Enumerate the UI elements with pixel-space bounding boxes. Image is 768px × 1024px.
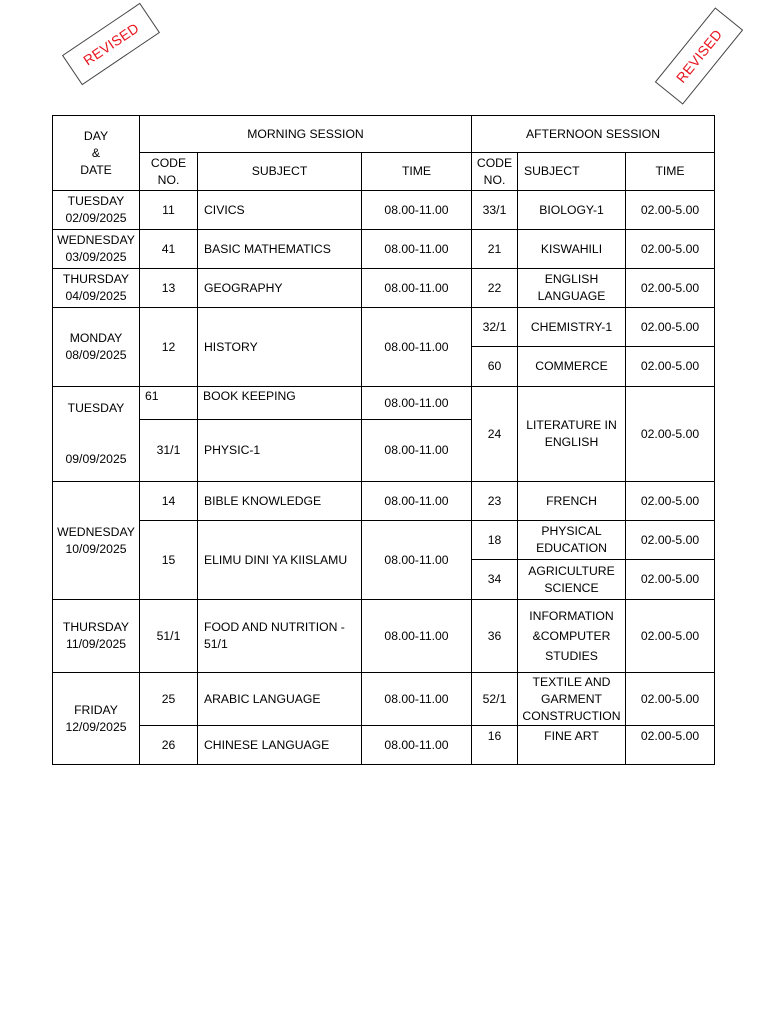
day-date-cell: THURSDAY 11/09/2025 (53, 600, 140, 673)
afternoon-subject-cell: PHYSICAL EDUCATION (518, 521, 626, 560)
afternoon-code-cell: 34 (472, 560, 518, 600)
afternoon-time-cell: 02.00-5.00 (626, 347, 715, 387)
morning-code-cell: 61 (140, 387, 198, 420)
morning-subject-header: SUBJECT (198, 153, 362, 191)
day-date-cell: FRIDAY 12/09/2025 (53, 673, 140, 765)
afternoon-code-cell: 24 (472, 387, 518, 482)
table-row (53, 308, 715, 347)
afternoon-time-cell: 02.00-5.00 (626, 482, 715, 521)
afternoon-code-cell: 60 (472, 347, 518, 387)
day-date-cell: TUESDAY 02/09/2025 (53, 191, 140, 230)
day-date-cell: TUESDAY 09/09/2025 (53, 387, 140, 482)
morning-subject-cell: HISTORY (198, 308, 362, 387)
morning-time-cell: 08.00-11.00 (362, 521, 472, 600)
afternoon-code-cell: 22 (472, 269, 518, 308)
afternoon-subject-cell: INFORMATION &COMPUTER STUDIES (518, 600, 626, 673)
afternoon-time-cell: 02.00-5.00 (626, 726, 715, 765)
afternoon-subject-cell: FRENCH (518, 482, 626, 521)
morning-code-cell: 25 (140, 673, 198, 726)
morning-code-cell: 31/1 (140, 420, 198, 482)
afternoon-code-cell: 36 (472, 600, 518, 673)
table-row (53, 482, 715, 521)
afternoon-time-cell: 02.00-5.00 (626, 308, 715, 347)
morning-subject-cell: PHYSIC-1 (198, 420, 362, 482)
day-date-cell: WEDNESDAY 03/09/2025 (53, 230, 140, 269)
morning-subject-cell: GEOGRAPHY (198, 269, 362, 308)
morning-time-cell: 08.00-11.00 (362, 420, 472, 482)
day-date-cell: MONDAY 08/09/2025 (53, 308, 140, 387)
afternoon-time-cell: 02.00-5.00 (626, 560, 715, 600)
table-row (53, 673, 715, 726)
morning-code-cell: 41 (140, 230, 198, 269)
day-date-cell: THURSDAY 04/09/2025 (53, 269, 140, 308)
afternoon-session-header: AFTERNOON SESSION (472, 116, 715, 153)
afternoon-time-cell: 02.00-5.00 (626, 387, 715, 482)
afternoon-subject-cell: COMMERCE (518, 347, 626, 387)
morning-subject-cell: BASIC MATHEMATICS (198, 230, 362, 269)
afternoon-subject-cell: ENGLISH LANGUAGE (518, 269, 626, 308)
afternoon-time-header: TIME (626, 153, 715, 191)
morning-code-cell: 15 (140, 521, 198, 600)
afternoon-subject-cell: KISWAHILI (518, 230, 626, 269)
morning-subject-cell: BOOK KEEPING (198, 387, 362, 420)
morning-time-cell: 08.00-11.00 (362, 600, 472, 673)
afternoon-time-cell: 02.00-5.00 (626, 230, 715, 269)
revised-stamp-right: REVISED (655, 7, 743, 104)
revised-stamp-left: REVISED (62, 3, 160, 85)
morning-code-cell: 11 (140, 191, 198, 230)
afternoon-code-cell: 32/1 (472, 308, 518, 347)
table-row (53, 269, 715, 308)
afternoon-time-cell: 02.00-5.00 (626, 191, 715, 230)
table-row (53, 387, 715, 420)
day-date-header: DAY & DATE (53, 116, 140, 191)
afternoon-subject-cell: AGRICULTURE SCIENCE (518, 560, 626, 600)
morning-time-cell: 08.00-11.00 (362, 191, 472, 230)
table-row (53, 521, 715, 560)
morning-subject-cell: CHINESE LANGUAGE (198, 726, 362, 765)
morning-subject-cell: FOOD AND NUTRITION - 51/1 (198, 600, 362, 673)
afternoon-subject-cell: BIOLOGY-1 (518, 191, 626, 230)
exam-timetable (52, 115, 715, 765)
table-row (53, 600, 715, 673)
morning-time-cell: 08.00-11.00 (362, 230, 472, 269)
morning-code-cell: 14 (140, 482, 198, 521)
morning-time-cell: 08.00-11.00 (362, 387, 472, 420)
table-row (53, 191, 715, 230)
morning-subject-cell: BIBLE KNOWLEDGE (198, 482, 362, 521)
morning-code-cell: 26 (140, 726, 198, 765)
morning-code-cell: 51/1 (140, 600, 198, 673)
morning-session-header: MORNING SESSION (140, 116, 472, 153)
afternoon-code-cell: 21 (472, 230, 518, 269)
afternoon-code-header: CODE NO. (472, 153, 518, 191)
morning-code-cell: 12 (140, 308, 198, 387)
morning-time-cell: 08.00-11.00 (362, 726, 472, 765)
header-row-1 (53, 116, 715, 153)
morning-code-cell: 13 (140, 269, 198, 308)
afternoon-subject-cell: FINE ART (518, 726, 626, 765)
afternoon-subject-cell: TEXTILE AND GARMENT CONSTRUCTION (518, 673, 626, 726)
afternoon-code-cell: 23 (472, 482, 518, 521)
morning-time-cell: 08.00-11.00 (362, 482, 472, 521)
morning-code-header: CODE NO. (140, 153, 198, 191)
afternoon-code-cell: 16 (472, 726, 518, 765)
afternoon-time-cell: 02.00-5.00 (626, 673, 715, 726)
morning-time-cell: 08.00-11.00 (362, 673, 472, 726)
morning-subject-cell: CIVICS (198, 191, 362, 230)
morning-subject-cell: ELIMU DINI YA KIISLAMU (198, 521, 362, 600)
afternoon-subject-header: SUBJECT (518, 153, 626, 191)
morning-time-cell: 08.00-11.00 (362, 308, 472, 387)
morning-time-cell: 08.00-11.00 (362, 269, 472, 308)
afternoon-code-cell: 52/1 (472, 673, 518, 726)
afternoon-subject-cell: LITERATURE IN ENGLISH (518, 387, 626, 482)
day-date-cell: WEDNESDAY 10/09/2025 (53, 482, 140, 600)
afternoon-code-cell: 18 (472, 521, 518, 560)
afternoon-time-cell: 02.00-5.00 (626, 600, 715, 673)
table-row (53, 726, 715, 765)
header-row-2 (53, 153, 715, 191)
afternoon-time-cell: 02.00-5.00 (626, 521, 715, 560)
morning-time-header: TIME (362, 153, 472, 191)
morning-subject-cell: ARABIC LANGUAGE (198, 673, 362, 726)
afternoon-code-cell: 33/1 (472, 191, 518, 230)
afternoon-subject-cell: CHEMISTRY-1 (518, 308, 626, 347)
afternoon-time-cell: 02.00-5.00 (626, 269, 715, 308)
table-row (53, 230, 715, 269)
